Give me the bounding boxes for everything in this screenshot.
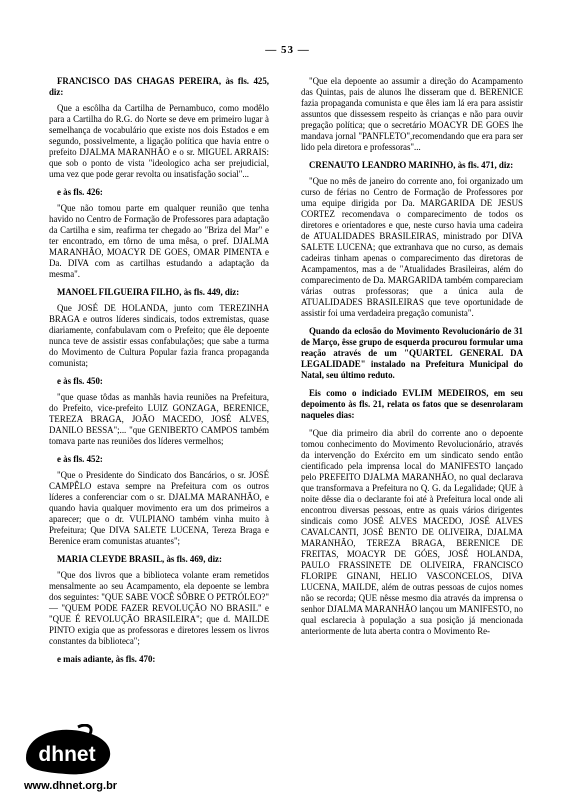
paragraph: Que JOSÉ DE HOLANDA, junto com TEREZINHA BRAGA e outros líderes sindicais, todos extremistas, quase diariamente, confabulavam com o Prefeito; que êle depoente nunca teve de assistir essas confabulações; que sabe a turma do Movimento de Cultura Popular fazia franca propaganda comunista;	[49, 303, 269, 368]
paragraph: Que a escôlha da Cartilha de Pernambuco, como modêlo para a Cartilha do R.G. do Norte se deve em primeiro lugar à semelhança de vocabulário que existe nos dois Estados e em segundo, possivelmente, a ligação política que havia entre o prefeito DJALMA MARANHÃO e o sr. MIGUEL ARRAIS: que sob o ponto de vista "ideologico acha ser prejudicial, uma vez que pode gerar revolta ou insatisfação social"...	[49, 103, 269, 179]
paragraph: "que quase tôdas as manhãs havia reuniões na Prefeitura, do Prefeito, vice-prefeito LUIZ GONZAGA, BERENICE, TEREZA BRAGA, JOÃO MACEDO, JOSÉ ALVES, DANILO BESSA";... "que GENIBERTO CAMPOS também tomava parte nas reuniões dos líderes vermelhos;	[49, 392, 269, 446]
dhnet-logo	[6, 724, 136, 800]
deponent-heading: CRENAUTO LEANDRO MARINHO, às fls. 471, diz:	[309, 160, 514, 170]
paragraph: Eis como o indiciado EVLIM MEDEIROS, em seu depoimento às fls. 21, relata os fatos que se desenrolaram naqueles dias:	[301, 388, 523, 420]
paragraph: "Que dia primeiro dia abril do corrente ano o depoente tomou conhecimento do Movimento Revolucionário, através da intervenção do Exército em um sindicato sendo então cientificado pela imprensa local do MANIFESTO lançado pelo PREFEITO DJALMA MARANHÃO, no qual declarava que transformava a Prefeitura no Q. G. da Legalidade; QUE à noite dêsse dia o declarante foi até à Prefeitura local onde ali encontrou diversas pessoas, entre as quais vários dirigentes sindicais como JOSÉ ALVES MACEDO, JOSÉ ALVES CAVALCANTI, JOSÉ BENTO DE OLIVEIRA, DJALMA MARANHÃO, TEREZA BRAGA, BERENICE DE FREITAS, MOACYR DE GÓES, JOSÉ HOLANDA, PAULO FRASSINETE DE OLIVEIRA, FRANCISCO FLORIPE GINANI, HELIO VASCONCELOS, DIVA LUCENA, MAILDE, além de outras pessoas de cujos nomes não se recorda; QUE nêsse mesmo dia através da imprensa o senhor DJALMA MARANHÃO lançou um MANIFESTO, no qual esclarecia à população a sua posição já mencionada anteriormente de luta aberta contra o Movimento Re-	[301, 428, 523, 636]
dhnet-logo-text: dhnet	[38, 743, 96, 766]
paragraph: Quando da eclosão do Movimento Revolucionário de 31 de Março, êsse grupo de esquerda procurou formular uma reação através de um "QUARTEL GENERAL DA LEGALIDADE" instalado na Prefeitura Municipal do Natal, seu último reduto.	[301, 326, 523, 380]
deponent-heading: MANOEL FILGUEIRA FILHO, às fls. 449, diz:	[57, 287, 240, 297]
paragraph: "Que ela depoente ao assumir a direção do Acampamento das Quintas, pais de alunos lhe disseram que d. BERENICE fazia propaganda comunista e que êles iam lá era para assistir assuntos que dissessem respeito às crianças e não para ouvir pregação política; que o secretário MOACYR DE GOES lhe mandava jornal "PANFLETO",recomendando que era para ser lido pela diretora e professoras"...	[301, 76, 523, 152]
page-reference: e às fls. 426:	[57, 187, 103, 197]
left-column	[49, 76, 269, 670]
paragraph: "Que o Presidente do Sindicato dos Bancários, o sr. JOSÉ CAMPÊLO estava sempre na Prefeitura com os outros líderes a conferenciar com o sr. DJALMA MARANHÃO, e quando havia qualquer movimento era um dos primeiros a aparecer; que o dr. VULPIANO também vinha muito à Prefeitura; Que DIVA SALETE LUCENA, Tereza Braga e Berenice eram comunistas atuantes";	[49, 470, 269, 546]
deponent-heading: MARIA CLEYDE BRASIL, às fls. 469, diz:	[57, 554, 222, 564]
deponent-heading: FRANCISCO DAS CHAGAS PEREIRA, às fls. 425, diz:	[49, 76, 269, 97]
page-number: — 53 —	[265, 44, 310, 56]
page-reference: e às fls. 450:	[57, 376, 103, 386]
paragraph: "Que dos livros que a biblioteca volante eram remetidos mensalmente ao seu Acampamento, ela depoente se lembra dos seguintes: "QUE SABE VOCÊ SÔBRE O PETRÓLEO?" — "QUEM PODE FAZER REVOLUÇÃO NO BRASIL" e "QUE É REVOLUÇÃO BRASILEIRA"; que d. MAILDE PINTO exigia que as professoras e diretores lessem os livros constantes da biblioteca";	[49, 570, 269, 646]
page-reference: e mais adiante, às fls. 470:	[57, 654, 156, 664]
dhnet-url: www.dhnet.org.br	[24, 780, 118, 792]
paragraph: "Que no mês de janeiro do corrente ano, foi organizado um curso de férias no Centro de Formação de Professores por uma equipe dirigida por Da. MARGARIDA DE JESUS CORTEZ recomendava o comparecimento de todos os diretores e orientadores e que, neste curso havia uma cadeira de ATUALIDADES BRASILEIRAS, ministrado por DIVA SALETE LUCENA; que extranhava que no curso, as demais cadeiras tinham apenas o comparecimento das diretoras de Acampamentos, mas a de "Atualidades Brasileiras, além do comparecimento de Da. MARGARIDA também compareciam várias outras professoras; que a única aula de ATUALIDADES BRASILEIRAS que teve oportunidade de assistir foi uma verdadeira pregação comunista".	[301, 176, 523, 318]
page-reference: e às fls. 452:	[57, 454, 103, 464]
dhnet-logo-mark	[20, 724, 116, 778]
paragraph: "Que não tomou parte em qualquer reunião que tenha havido no Centro de Formação de Professores para adaptação da Cartilha e sim, reafirma ter chegado ao "Briza del Mar" e ter encontrado, em tôrno de uma mêsa, o pref. DJALMA MARANHÃO, MOACYR DE GOES, OMAR PIMENTA e Da. DIVA com as cartilhas estudando a adaptação da mesma".	[49, 203, 269, 279]
right-column	[301, 76, 523, 644]
